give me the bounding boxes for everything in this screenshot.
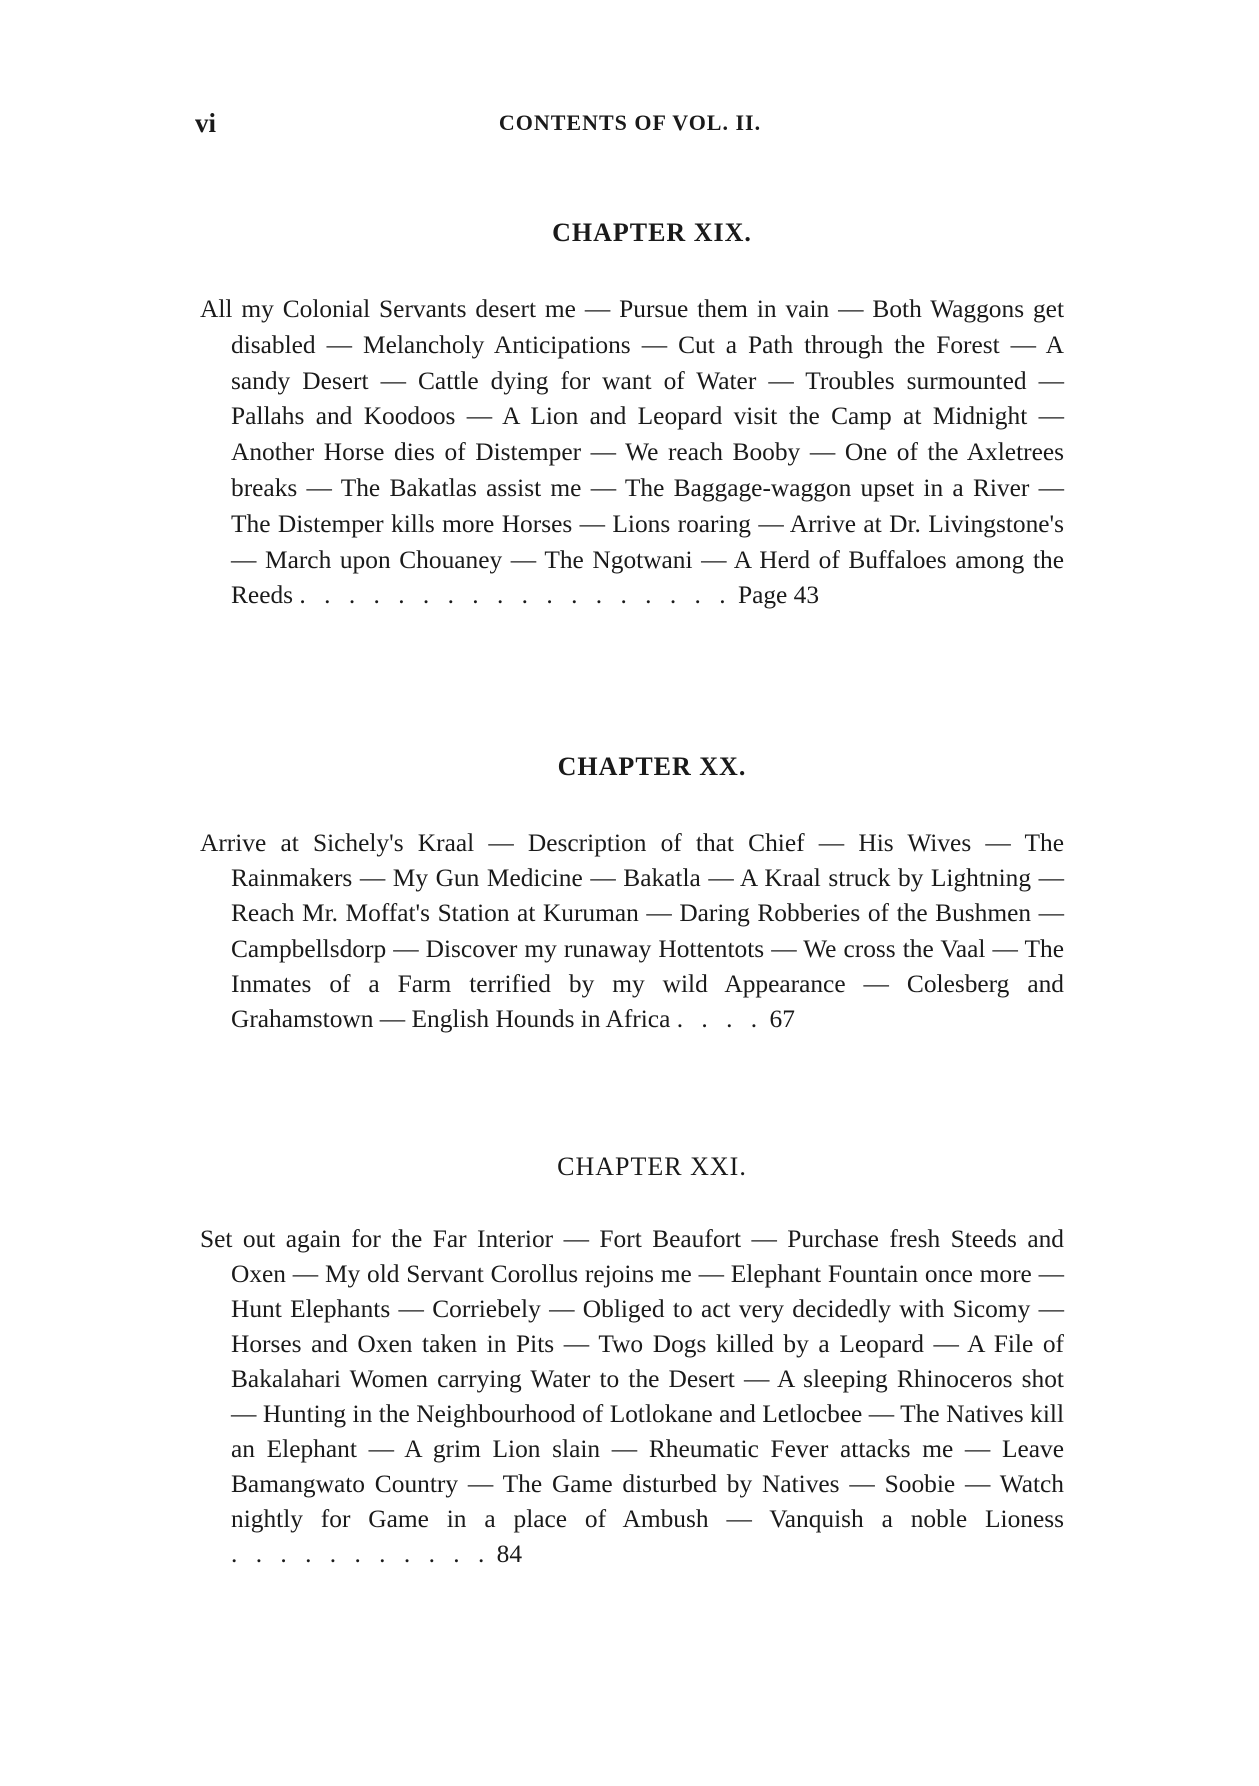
summary-text: Set out again for the Far Interior — Fort Beaufort — Purchase fresh Steeds and Oxen — My old Servant Corollus rejoins me — Elephant Fountain once more — Hunt Elephants — Corriebely — Obliged to act very decidedly with Sicomy — Horses and Oxen taken in Pits — Two Dogs killed by a Leopard — A File of Bakalahari Women carrying Water to the Desert — A sleeping Rhinoceros shot — Hunting in the Neighbourhood of Lotlokane and Letlocbee — The Natives kill an Elephant — A grim Lion slain — Rheumatic Fever attacks me — Leave Bamangwato Country — The Game disturbed by Natives — Soobie — Watch nightly for Game in a place of Ambush — Vanquish a noble Lioness [200, 1225, 1064, 1533]
chapter-summary [200, 1222, 1064, 1572]
page-number: vi [195, 108, 217, 138]
page-label: 84 [496, 1540, 523, 1568]
chapter-title: CHAPTER XIX. [552, 218, 752, 247]
summary-text: Arrive at Sichely's Kraal — Description of that Chief — His Wives — The Rainmakers — My Gun Medicine — Bakatla — A Kraal struck by Lightning — Reach Mr. Moffat's Station at Kuruman — Daring Robberies of the Bushmen — Campbellsdorp — Discover my runaway Hottentots — We cross the Vaal — The Inmates of a Farm terrified by my wild Appearance — Colesberg and Grahamstown — English Hounds in Africa [200, 829, 1064, 1034]
chapter-summary [200, 826, 1064, 1037]
running-title: CONTENTS OF VOL. II. [498, 110, 762, 135]
page-label: 67 [769, 1005, 795, 1034]
chapter-xix [200, 218, 1064, 614]
page-label: Page 43 [737, 581, 820, 610]
summary-text: All my Colonial Servants desert me — Pursue them in vain — Both Waggons get disabled — Melancholy Anticipations — Cut a Path through the Forest — A sandy Desert — Cattle dying for want of Water — Troubles surmounted — Pallahs and Koodoos — A Lion and Leopard visit the Camp at Midnight — Another Horse dies of Distemper — We reach Booby — One of the Axletrees breaks — The Bakatlas assist me — The Baggage-waggon upset in a River — The Distemper kills more Horses — Lions roaring — Arrive at Dr. Livingstone's — March upon Chouaney — The Ngotwani — A Herd of Buffaloes among the Reeds [200, 295, 1064, 610]
chapter-title: CHAPTER XX. [557, 752, 747, 781]
chapter-xxi [200, 1152, 1064, 1572]
chapter-title: CHAPTER XXI. [557, 1152, 747, 1181]
page-reference [231, 1540, 522, 1568]
chapter-summary [200, 292, 1064, 614]
page-header [195, 108, 1065, 148]
page-reference [299, 581, 819, 609]
dot-leader: . . . . . . . . . . . [231, 1540, 491, 1568]
chapter-xx [200, 752, 1064, 1037]
page-reference [677, 1005, 795, 1033]
dot-leader: . . . . [676, 1005, 764, 1034]
dot-leader: . . . . . . . . . . . . . . . . . . [299, 581, 732, 610]
